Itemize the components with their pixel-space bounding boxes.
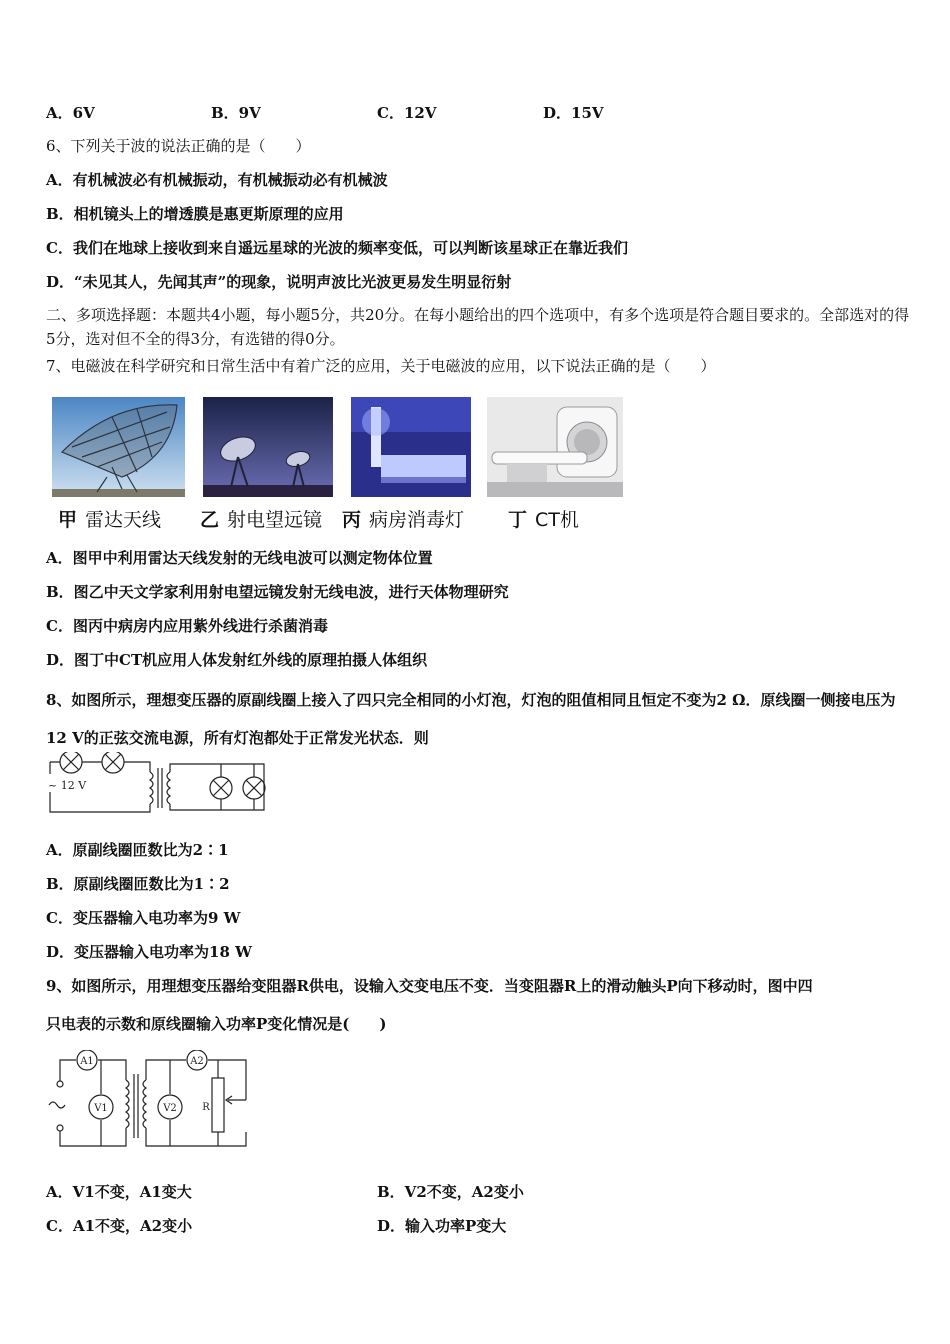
q8-option-b[interactable]: B．原副线圈匝数比为1∶2 (46, 875, 230, 893)
caption-yi (200, 505, 322, 532)
caption-yi-text: 射电望远镜 (227, 509, 323, 531)
q6-option-a[interactable]: A．有机械波必有机械振动，有机械振动必有机械波 (46, 171, 388, 189)
q9-r-label: R (202, 1102, 210, 1113)
caption-yi-tag: 乙 (200, 509, 220, 531)
q6-stem: 6、下列关于波的说法正确的是（ ） (46, 137, 311, 155)
q8-option-c[interactable]: C．变压器输入电功率为9 W (46, 909, 241, 927)
q9-option-b[interactable]: B．V2不变，A2变小 (377, 1183, 524, 1201)
q7-option-a[interactable]: A．图甲中利用雷达天线发射的无线电波可以测定物体位置 (46, 549, 433, 567)
caption-bing-text: 病房消毒灯 (369, 509, 465, 531)
q6-option-d[interactable]: D．“未见其人，先闻其声”的现象，说明声波比光波更易发生明显衍射 (46, 273, 512, 291)
radar-antenna-image (52, 397, 185, 497)
q5-option-a[interactable]: A．6V (46, 104, 95, 122)
uv-lamp-image (351, 397, 471, 497)
q8-option-a[interactable]: A．原副线圈匝数比为2∶1 (46, 841, 229, 859)
caption-ding (508, 505, 579, 532)
q9-a1-label: A1 (80, 1056, 94, 1067)
q8-option-d[interactable]: D．变压器输入电功率为18 W (46, 943, 252, 961)
q8-source-label: ~ 12 V (48, 779, 87, 792)
ct-machine-image (487, 397, 623, 497)
q7-figure (52, 397, 632, 532)
radio-telescope-image (203, 397, 333, 497)
section-2-instructions: 二、多项选择题：本题共4小题，每小题5分，共20分。在每小题给出的四个选项中，有多个选项是符合题目要求的。全部选对的得5分，选对但不全的得3分，有选错的得0分。 (46, 306, 910, 348)
q9-v2-label: V2 (163, 1103, 177, 1114)
q5-option-d[interactable]: D．15V (543, 104, 604, 122)
q7-option-b[interactable]: B．图乙中天文学家利用射电望远镜发射无线电波，进行天体物理研究 (46, 583, 509, 601)
q9-stem-line2: 只电表的示数和原线圈输入功率P变化情况是( ) (46, 1015, 387, 1033)
q7-option-d[interactable]: D．图丁中CT机应用人体发射红外线的原理拍摄人体组织 (46, 651, 428, 669)
q8-transformer-circuit (46, 752, 271, 820)
caption-bing (342, 505, 464, 532)
q7-stem: 7、电磁波在科学研究和日常生活中有着广泛的应用，关于电磁波的应用，以下说法正确的是（ ） (46, 357, 716, 375)
caption-bing-tag: 丙 (342, 509, 362, 531)
q6-option-c[interactable]: C．我们在地球上接收到来自遥远星球的光波的频率变低，可以判断该星球正在靠近我们 (46, 239, 628, 257)
q9-stem-line1: 9、如图所示，用理想变压器给变阻器R供电，设输入交变电压不变．当变阻器R上的滑动触头P向下移动时，图中四 (46, 977, 813, 995)
caption-ding-text: CT机 (535, 509, 579, 531)
q6-option-b[interactable]: B．相机镜头上的增透膜是惠更斯原理的应用 (46, 205, 344, 223)
caption-ding-tag: 丁 (508, 509, 528, 531)
q5-option-c[interactable]: C．12V (377, 104, 437, 122)
q9-v1-label: V1 (94, 1103, 108, 1114)
q9-option-c[interactable]: C．A1不变，A2变小 (46, 1217, 193, 1235)
q7-option-c[interactable]: C．图丙中病房内应用紫外线进行杀菌消毒 (46, 617, 328, 635)
caption-jia-tag: 甲 (58, 509, 78, 531)
q9-a2-label: A2 (190, 1056, 204, 1067)
q5-options (46, 102, 746, 122)
q8-stem: 8、如图所示，理想变压器的原副线圈上接入了四只完全相同的小灯泡，灯泡的阻值相同且恒定不变为2 Ω．原线圈一侧接电压为12 V的正弦交流电源，所有灯泡都处于正常发光状态．则 (46, 691, 896, 747)
q9-option-d[interactable]: D．输入功率P变大 (377, 1217, 507, 1235)
q9-option-a[interactable]: A．V1不变，A1变大 (46, 1183, 192, 1201)
caption-jia (58, 505, 161, 532)
caption-jia-text: 雷达天线 (85, 509, 162, 531)
q5-option-b[interactable]: B．9V (211, 104, 261, 122)
q9-transformer-circuit (46, 1050, 256, 1150)
